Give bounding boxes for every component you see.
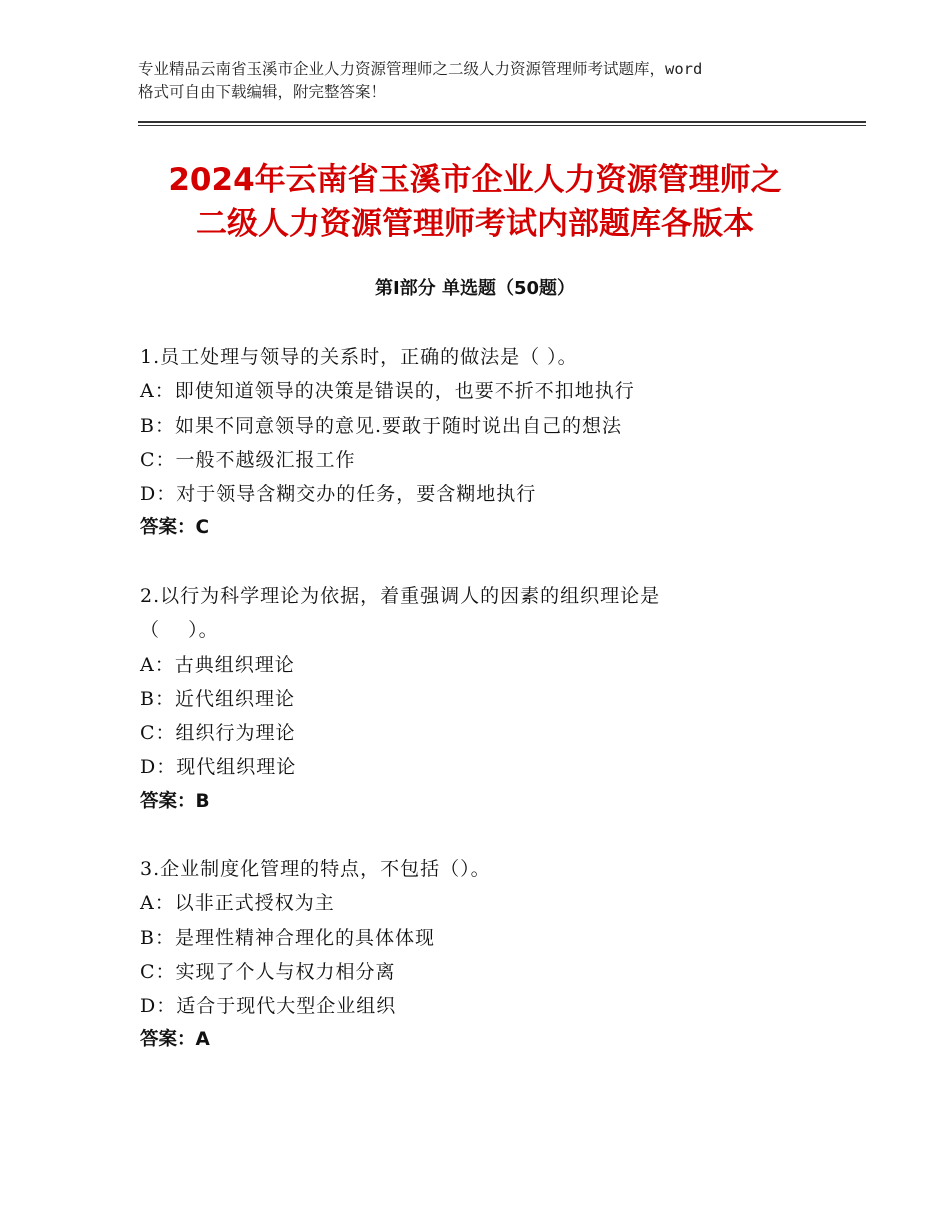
question-stem: 1.员工处理与领导的关系时，正确的做法是（ ）。 [140,346,578,368]
option-a: A：古典组织理论 [140,653,295,676]
document-title-line-1: 2024年云南省玉溪市企业人力资源管理师之 [168,162,782,198]
question-stem-continuation: （ ）。 [140,619,219,642]
question-3 [140,852,840,1058]
header-note [138,58,828,104]
document-title [0,158,950,246]
question-1 [140,340,840,546]
option-c: C：一般不越级汇报工作 [140,448,356,471]
answer: 答案：B [140,790,210,812]
header-note-line-2: 格式可自由下载编辑，附完整答案！ [138,83,387,101]
option-d: D：适合于现代大型企业组织 [140,995,397,1018]
option-b: B：如果不同意领导的意见.要敢于随时说出自己的想法 [140,414,623,437]
option-d: D：现代组织理论 [140,756,297,779]
option-a: A：即使知道领导的决策是错误的，也要不折不扣地执行 [140,380,635,403]
option-d: D：对于领导含糊交办的任务，要含糊地执行 [140,483,537,506]
answer: 答案：C [140,517,210,539]
option-c: C：实现了个人与权力相分离 [140,960,396,983]
option-b: B：近代组织理论 [140,687,295,710]
section-title: 第Ⅰ部分 单选题（50题） [374,278,575,299]
header-divider-thick [138,121,866,123]
option-c: C：组织行为理论 [140,722,296,745]
question-stem: 3.企业制度化管理的特点，不包括（）。 [140,858,491,880]
question-2 [140,579,840,819]
option-a: A：以非正式授权为主 [140,892,335,915]
header-note-line-1: 专业精品云南省玉溪市企业人力资源管理师之二级人力资源管理师考试题库，word [138,60,703,78]
answer: 答案：A [140,1029,210,1051]
question-stem: 2.以行为科学理论为依据，着重强调人的因素的组织理论是 [140,585,661,607]
option-b: B：是理性精神合理化的具体体现 [140,926,435,949]
header-divider-thin [138,125,866,126]
document-title-line-2: 二级人力资源管理师考试内部题库各版本 [196,206,754,242]
